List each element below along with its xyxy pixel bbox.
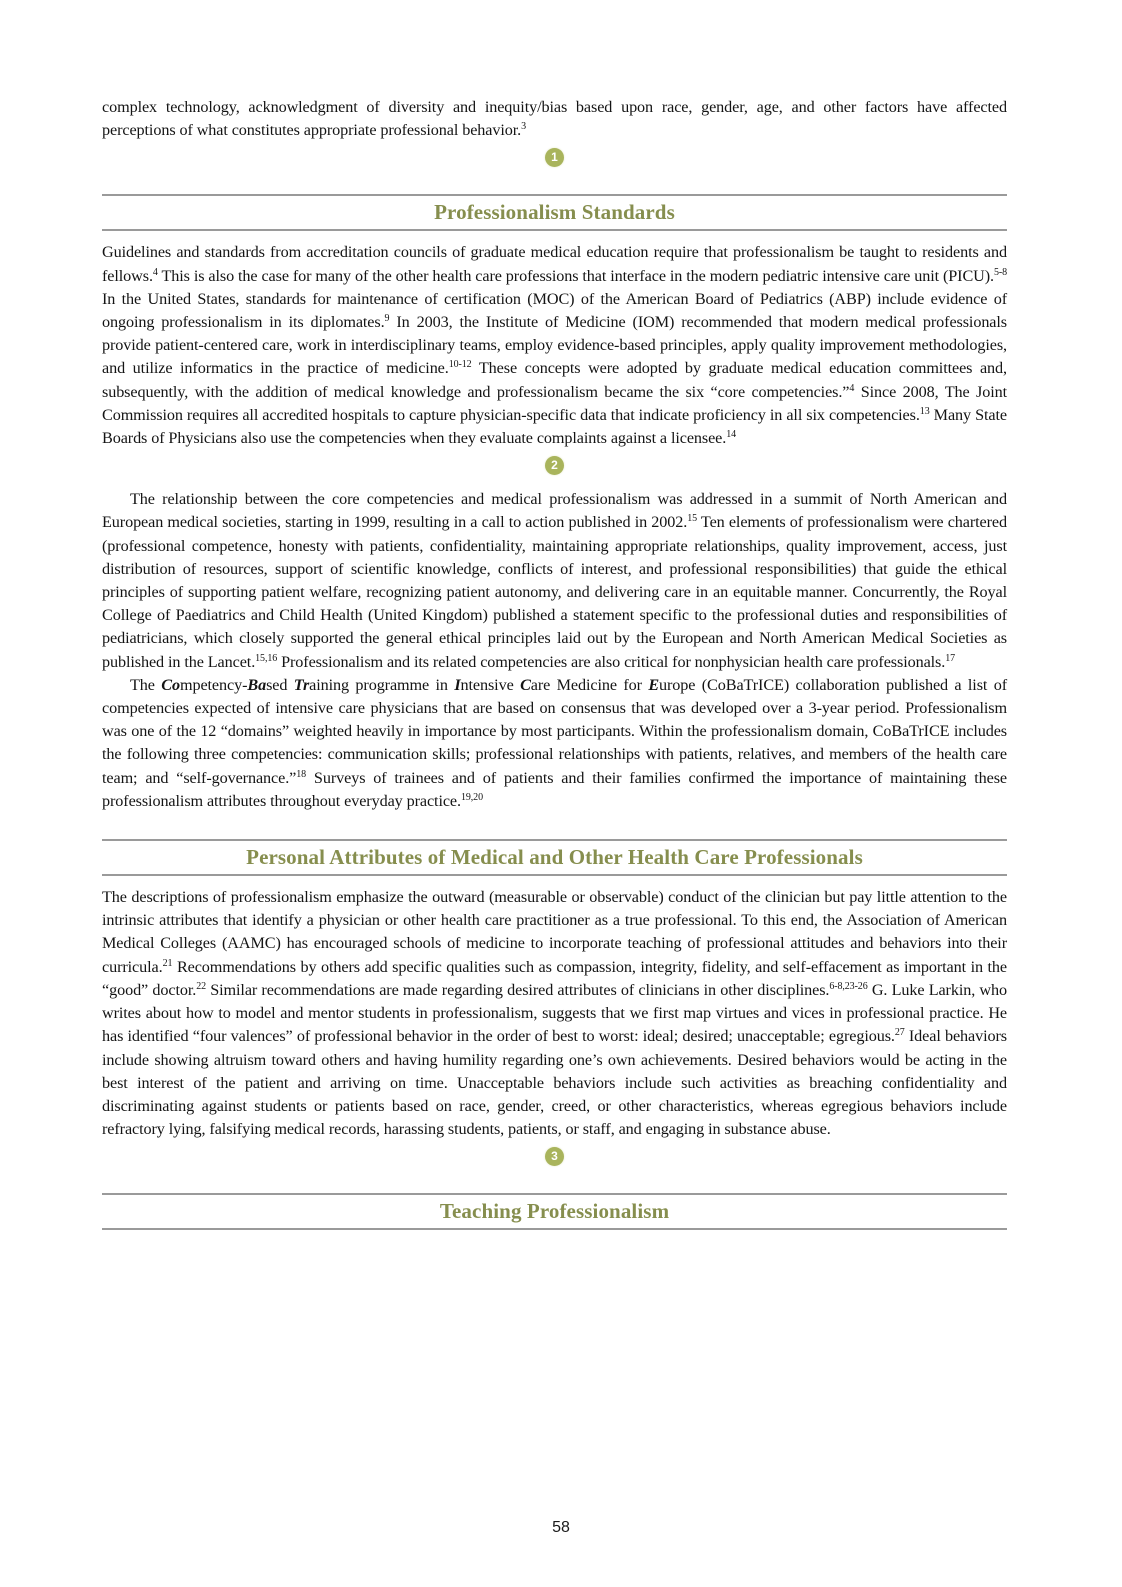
- section-marker-3: [102, 1147, 1007, 1169]
- citation: 21: [162, 957, 173, 969]
- citation: 18: [296, 768, 307, 780]
- standards-paragraph-1: Guidelines and standards from accreditation councils of graduate medical education require that professionalism be taught to residents and fellows.$^4$ This is also the case for many of the other health care professions that interface in the modern pediatric intensive care unit (PICU).$^{5-8}$ In the United States, standards for maintenance of certification (MOC) of the American Board of Pediatrics (ABP) include evidence of ongoing professionalism in its diplomates.$^9$ In 2003, the Institute of Medicine (IOM) recommended that modern medical professionals provide patient-centered care, work in interdisciplinary teams, employ evidence-based principles, apply quality improvement methodologies, and utilize informatics in the practice of medicine.$^{10-12}$ These concepts were adopted by graduate medical education committees and, subsequently, with the addition of medical knowledge and professionalism became the six “core competencies.”$^4$ Since 2008, The Joint Commission requires all accredited hospitals to capture physician-specific data that indicate proficiency in all six competencies.$^{13}$ Many State Boards of Physicians also use the competencies when they evaluate complaints against a licensee.$^{14}$: [102, 243, 1008, 448]
- citation: 5-8: [993, 266, 1007, 278]
- citation: 3: [521, 121, 527, 133]
- citation: 6-8,23-26: [829, 980, 868, 992]
- citation: 19,20: [460, 791, 483, 803]
- citation: 10-12: [448, 359, 472, 371]
- citation: 15: [687, 513, 698, 525]
- citation: 27: [894, 1027, 905, 1039]
- attributes-paragraph-1: The descriptions of professionalism emphasize the outward (measurable or observable) conduct of the clinician but pay little attention to the intrinsic attributes that identify a physician or other health care practitioner as a true professional. To this end, the Association of American Medical Colleges (AAMC) has encouraged schools of medicine to incorporate teaching of professional attitudes and behaviors into their curricula.$^{21}$ Recommendations by others add specific qualities such as compassion, integrity, fidelity, and self-effacement as important in the “good” doctor.$^{22}$ Similar recommendations are made regarding desired attributes of clinicians in other disciplines.$^{6-8,23-26}$ G. Luke Larkin, who writes about how to model and mentor students in professionalism, suggests that we first map virtues and vices in professional practice. He has identified “four valences” of professional behavior in the order of best to worst: ideal; desired; unacceptable; egregious.$^{27}$ Ideal behaviors include showing altruism toward others and having humility regarding one’s own achievements. Desired behaviors would be acting in the best interest of the patient and arriving on time. Unacceptable behaviors include such activities as breaching confidentiality and discriminating against students or patients based on race, gender, creed, or other characteristics, whereas egregious behaviors include refractory lying, falsifying medical records, harassing students, patients, or staff, and engaging in substance abuse.: [102, 888, 1007, 1139]
- page-number: 58: [552, 1519, 570, 1536]
- section-heading-teaching-professionalism: [102, 1193, 1007, 1230]
- section-title: Professionalism Standards: [434, 200, 675, 225]
- standards-paragraph-3: The Competency-Based Training programme in Intensive Care Medicine for Europe (CoBaTrICE) collaboration published a list of competencies expected of intensive care physicians that are based on consensus that was developed over a 3-year period. Professionalism was one of the 12 “domains” weighted heavily in importance by most participants. Within the professionalism domain, CoBaTrICE includes the following three competencies: communication skills; professional relationships with patients, relatives, and members of the health care team; and “self-governance.”$^{18}$ Surveys of trainees and of patients and their families confirmed the importance of maintaining these professionalism attributes throughout everyday practice.$^{19,20}$: [102, 675, 1007, 810]
- standards-paragraph-2: The relationship between the core competencies and medical professionalism was addressed in a summit of North American and European medical societies, starting in 1999, resulting in a call to action published in 2002.15 Ten elements of professionalism were chartered (professional competence, honesty with patients, confidentiality, maintaining appropriate relationships, quality improvement, access, just distribution of resources, support of scientific knowledge, conflicts of interest, and professional responsibilities) that guide the ethical principles of supporting patient welfare, recognizing patient autonomy, and delivering care in an equitable manner. Concurrently, the Royal College of Paediatrics and Child Health (United Kingdom) published a statement specific to the professional duties and responsibilities of pediatricians, which closely supported the general ethical principles laid out by the European and North American Medical Societies as published in the Lancet.$^{15,16}$ Professionalism and its related competencies are also critical for nonphysician health care professionals.$^{17}$: [102, 490, 1007, 671]
- citation: 13: [919, 405, 930, 417]
- citation: 9: [384, 313, 390, 325]
- numbered-circle-icon: 2: [545, 456, 564, 475]
- citation: 15,16: [255, 652, 278, 664]
- section-marker-1: [102, 148, 1007, 170]
- section-heading-personal-attributes: [102, 839, 1007, 876]
- section-title: Teaching Professionalism: [439, 1199, 670, 1224]
- citation: 14: [726, 429, 737, 441]
- citation: 4: [152, 266, 158, 278]
- citation: 22: [196, 980, 206, 992]
- numbered-circle-icon: 1: [545, 148, 564, 167]
- section-title: Personal Attributes of Medical and Other Health Care Professionals: [246, 845, 863, 870]
- section-heading-professionalism-standards: [102, 194, 1007, 231]
- citation: 17: [945, 652, 956, 664]
- numbered-circle-icon: 3: [545, 1147, 564, 1166]
- document-page: [102, 96, 1007, 1230]
- intro-paragraph: complex technology, acknowledgment of diversity and inequity/bias based upon race, gender, age, and other factors have affected perceptions of what constitutes appropriate professional behavior.$^3$: [102, 98, 1007, 140]
- citation: 4: [849, 382, 855, 394]
- section-marker-2: [102, 456, 1007, 478]
